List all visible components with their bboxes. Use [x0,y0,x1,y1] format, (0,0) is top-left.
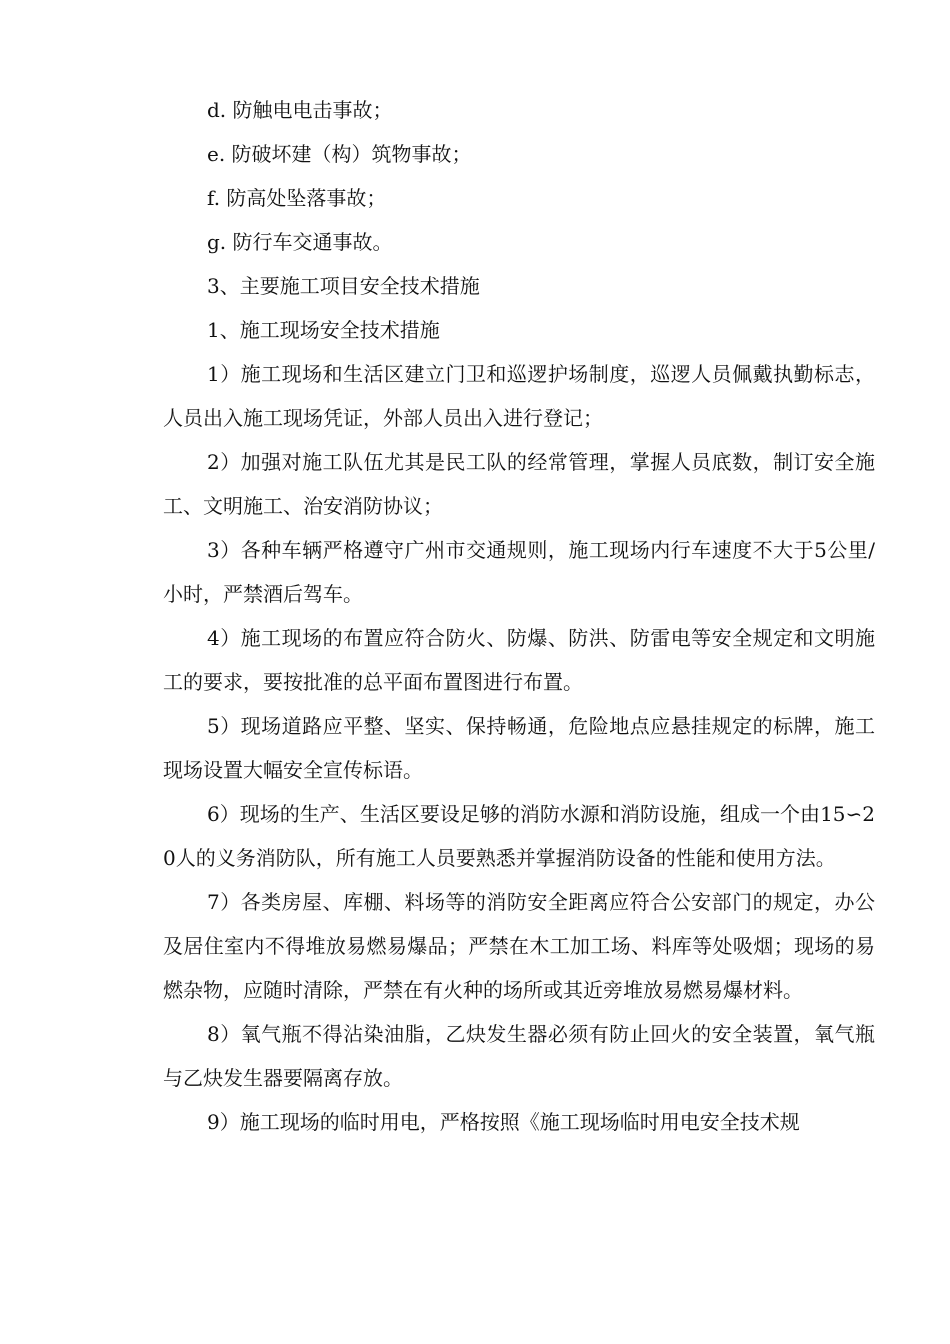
subsection-heading: 1、施工现场安全技术措施 [207,318,440,342]
paragraph-item-g: g. 防行车交通事故。 [207,230,393,254]
measure-9: 9）施工现场的临时用电，严格按照《施工现场临时用电安全技术规 [207,1110,800,1134]
paragraph-item-e: e. 防破坏建（构）筑物事故； [207,142,472,166]
section-heading: 3、主要施工项目安全技术措施 [207,274,480,298]
measure-7: 7）各类房屋、库棚、料场等的消防安全距离应符合公安部门的规定，办公及居住室内不得堆放易燃易爆品；严禁在木工加工场、料库等处吸烟；现场的易燃杂物，应随时清除，严禁在有火种的场所或其近旁堆放易燃易爆材料。 [163,890,875,1002]
measure-3: 3）各种车辆严格遵守广州市交通规则，施工现场内行车速度不大于5公里/小时，严禁酒后驾车。 [163,538,875,606]
paragraph-item-d: d. 防触电电击事故； [207,98,393,122]
measure-4: 4）施工现场的布置应符合防火、防爆、防洪、防雷电等安全规定和文明施工的要求，要按批准的总平面布置图进行布置。 [163,626,875,694]
paragraph-item-f: f. 防高处坠落事故； [207,186,387,210]
measure-8: 8）氧气瓶不得沾染油脂，乙炔发生器必须有防止回火的安全装置，氧气瓶与乙炔发生器要隔离存放。 [163,1022,875,1090]
measure-5: 5）现场道路应平整、坚实、保持畅通，危险地点应悬挂规定的标牌，施工现场设置大幅安全宣传标语。 [163,714,875,782]
measure-2: 2）加强对施工队伍尤其是民工队的经常管理，掌握人员底数，制订安全施工、文明施工、治安消防协议； [163,450,875,518]
document-body [163,88,875,1144]
measure-6: 6）现场的生产、生活区要设足够的消防水源和消防设施，组成一个由15∽20人的义务消防队，所有施工人员要熟悉并掌握消防设备的性能和使用方法。 [163,802,875,870]
measure-1: 1）施工现场和生活区建立门卫和巡逻护场制度，巡逻人员佩戴执勤标志，人员出入施工现场凭证，外部人员出入进行登记； [163,362,875,430]
